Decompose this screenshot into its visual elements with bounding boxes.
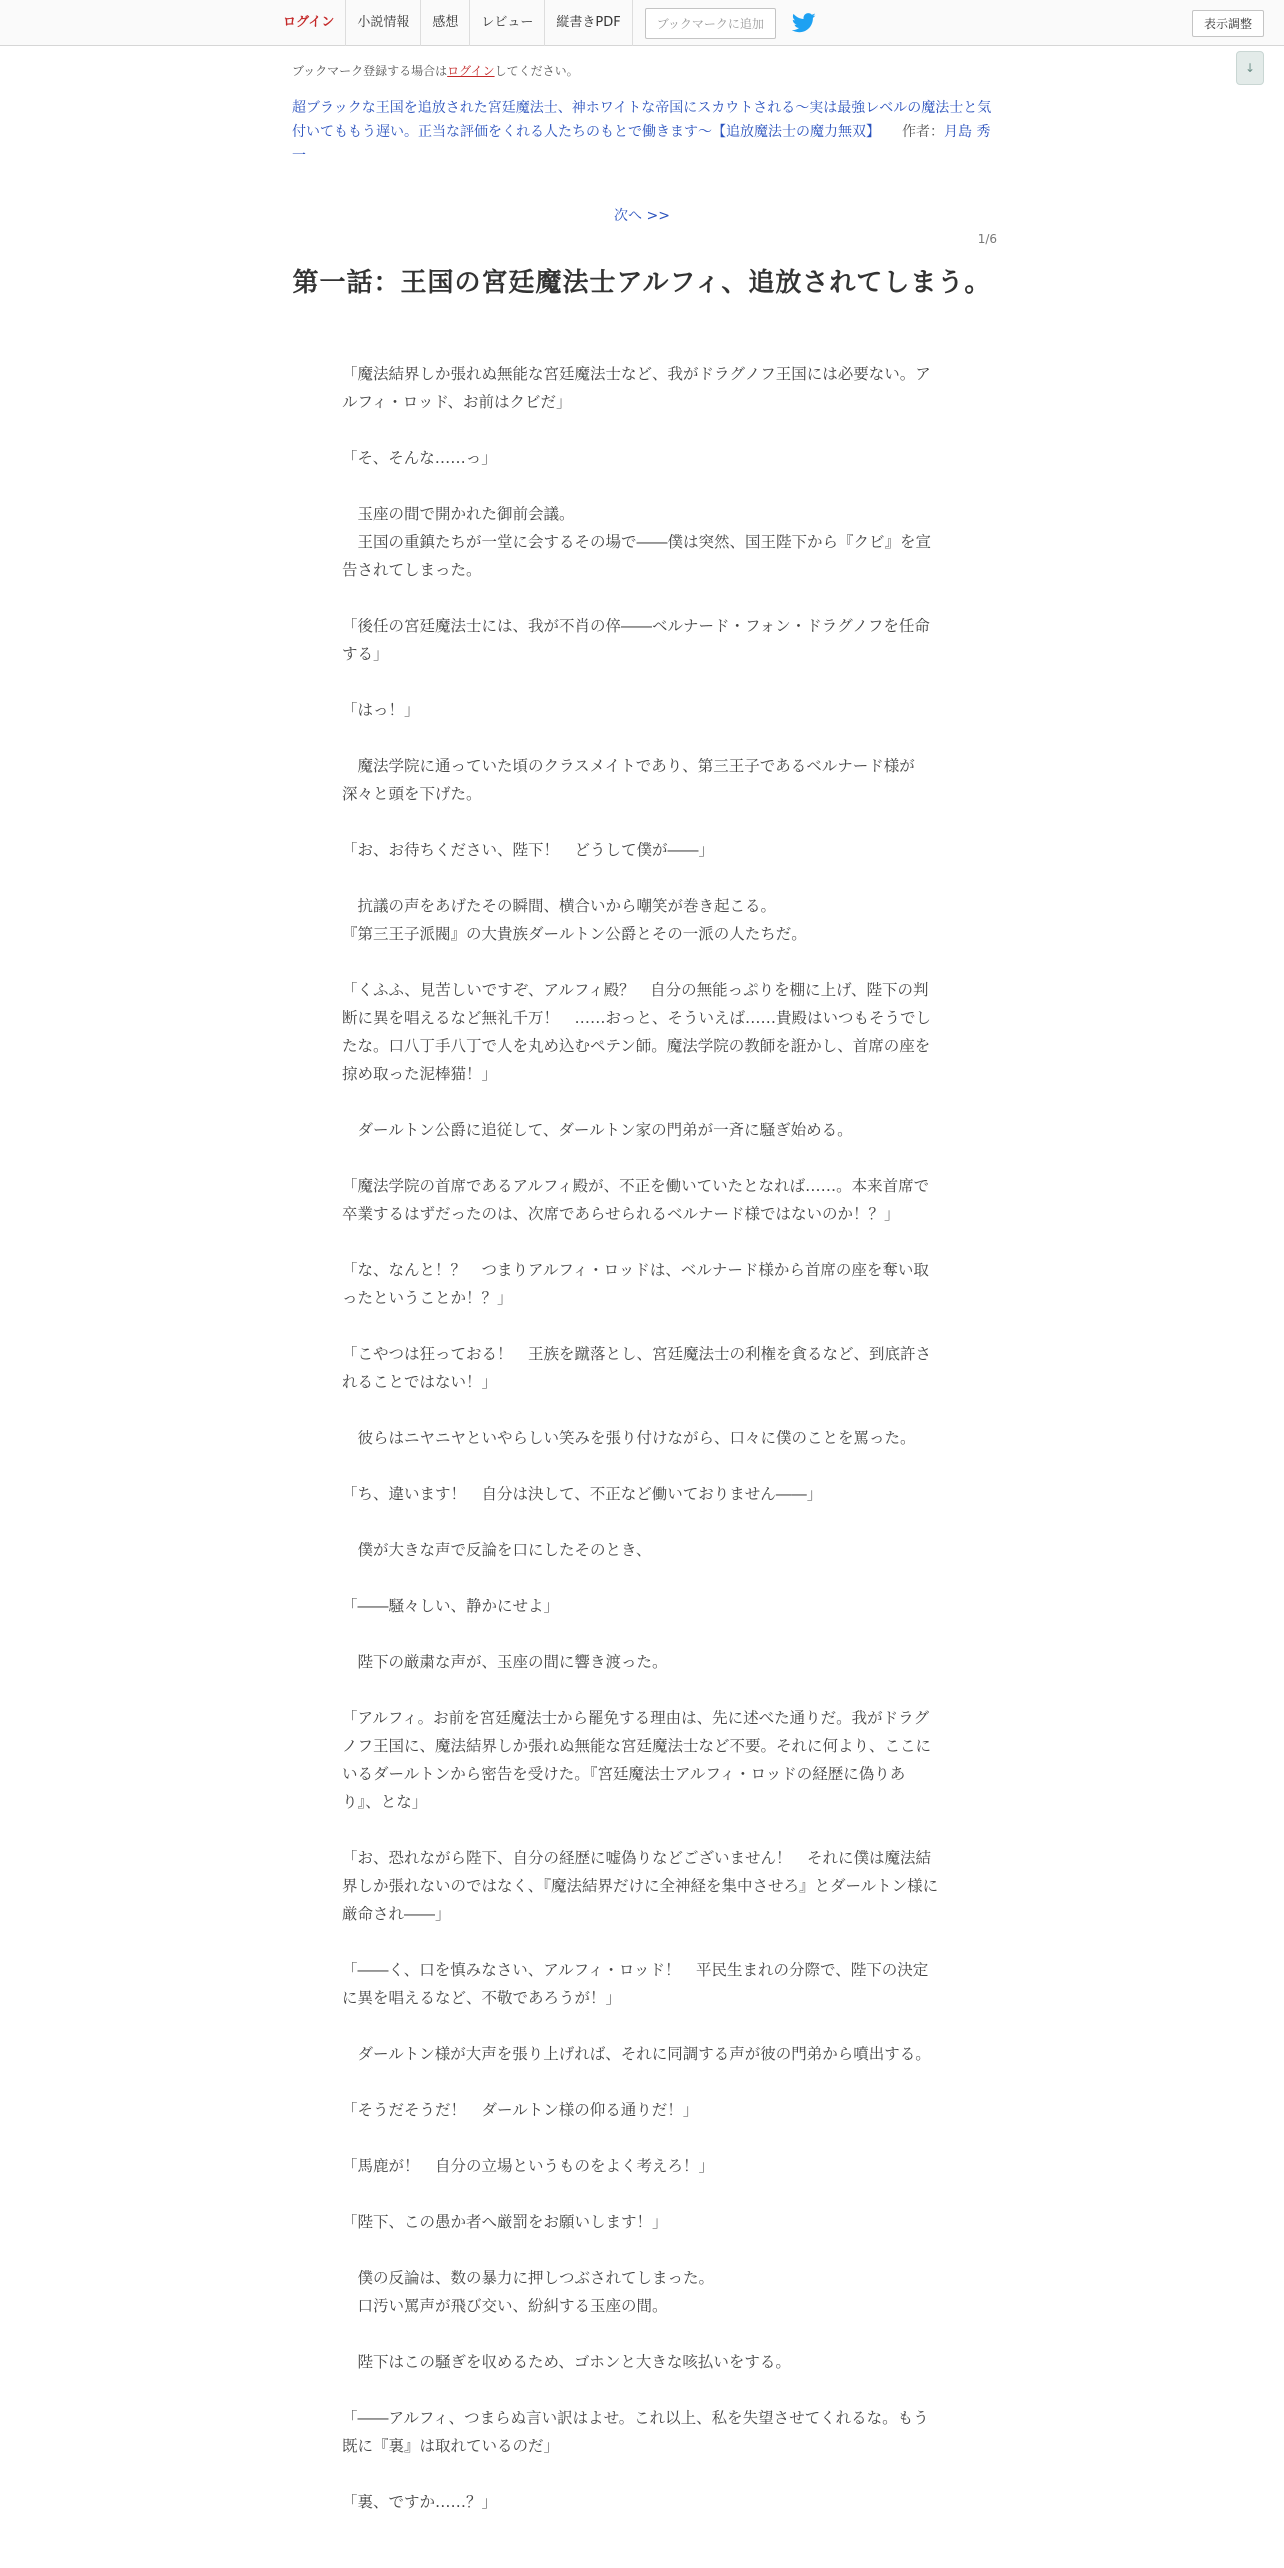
- body-paragraph: 彼らはニヤニヤといやらしい笑みを張り付けながら、口々に僕のことを罵った。: [342, 1429, 916, 1447]
- body-paragraph: 「アルフィ。お前を宮廷魔法士から罷免する理由は、先に述べた通りだ。我がドラグノフ王国に、魔法結界しか張れぬ無能な宮廷魔法士など不要。それに何より、ここにいるダールトンから密告を受けた。『宮廷魔法士アルフィ・ロッドの経歴に偽りあり』、とな」: [342, 1709, 932, 1811]
- bookmark-note-login-link[interactable]: ログイン: [447, 64, 495, 78]
- body-paragraph: 「魔法結界しか張れぬ無能な宮廷魔法士など、我がドラグノフ王国には必要ない。アルフィ・ロッド、お前はクビだ」: [342, 365, 931, 411]
- body-paragraph: 「ち、違います！ 自分は決して、不正など働いておりません――」: [342, 1485, 823, 1503]
- page-number: 1/6: [977, 232, 997, 246]
- chapter-title: 第一話：王国の宮廷魔法士アルフィ、追放されてしまう。: [292, 268, 992, 298]
- main-nav: [272, 0, 818, 46]
- body-paragraph: 「魔法学院の首席であるアルフィ殿が、不正を働いていたとなれば……。本来首席で卒業するはずだったのは、次席であらせられるベルナード様ではないのか！？」: [342, 1177, 930, 1223]
- body-paragraph: 僕が大きな声で反論を口にしたそのとき、: [342, 1541, 652, 1559]
- body-paragraph: ダールトン公爵に追従して、ダールトン家の門弟が一斉に騒ぎ始める。: [342, 1121, 853, 1139]
- body-paragraph: 「こやつは狂っておる！ 王族を蹴落とし、宮廷魔法士の利権を貪るなど、到底許されることではない！」: [342, 1345, 932, 1391]
- body-paragraph: 「――騒々しい、静かにせよ」: [342, 1597, 560, 1615]
- add-bookmark-button[interactable]: ブックマークに追加: [645, 8, 776, 39]
- twitter-bird-icon[interactable]: [792, 12, 818, 34]
- body-paragraph: 「そ、そんな……っ」: [342, 449, 497, 467]
- body-paragraph: 陛下の厳粛な声が、玉座の間に響き渡った。: [342, 1653, 668, 1671]
- top-navigation-bar: [0, 0, 1284, 46]
- body-paragraph: 僕の反論は、数の暴力に押しつぶされてしまった。 口汚い罵声が飛び交い、紛糾する玉座の間。: [357, 2269, 715, 2315]
- impressions-link[interactable]: 感想: [420, 0, 469, 46]
- chapter-body: [342, 360, 942, 2516]
- body-paragraph: 「後任の宮廷魔法士には、我が不肖の倅――ベルナード・フォン・ドラグノフを任命する」: [342, 617, 930, 663]
- body-paragraph: 「はっ！」: [342, 701, 420, 719]
- author-link[interactable]: 月島 秀一: [292, 124, 991, 164]
- body-paragraph: 「お、お待ちください、陛下！ どうして僕が――」: [342, 841, 715, 859]
- body-paragraph: 「そうだそうだ！ ダールトン様の仰る通りだ！」: [342, 2101, 699, 2119]
- pager-top: [0, 205, 1284, 225]
- author-label: 作者：: [902, 124, 944, 140]
- vertical-pdf-link[interactable]: 縦書きPDF: [544, 0, 632, 46]
- body-paragraph: 「お、恐れながら陛下、自分の経歴に嘘偽りなどございません！ それに僕は魔法結界しか張れないのではなく、『魔法結界だけに全神経を集中させろ』とダールトン様に厳命され――」: [342, 1849, 939, 1923]
- body-paragraph: 魔法学院に通っていた頃のクラスメイトであり、第三王子であるベルナード様が深々と頭を下げた。: [342, 757, 915, 803]
- body-paragraph: 「陛下、この愚か者へ厳罰をお願いします！」: [342, 2213, 668, 2231]
- bookmark-note-text-before: ブックマーク登録する場合は: [292, 64, 448, 78]
- body-paragraph: 「な、なんと！？ つまりアルフィ・ロッドは、ベルナード様から首席の座を奪い取ったということか！？」: [342, 1261, 929, 1307]
- novel-title-link[interactable]: 超ブラックな王国を追放された宮廷魔法士、神ホワイトな帝国にスカウトされる～実は最強レベルの魔法士と気付いてももう遅い。正当な評価をくれる人たちのもとで働きます～【追放魔法士の魔力無双】: [292, 100, 992, 140]
- body-paragraph: 抗議の声をあげたその瞬間、横合いから嘲笑が巻き起こる。 『第三王子派閥』の大貴族ダールトン公爵とその一派の人たちだ。: [342, 897, 807, 943]
- next-page-link[interactable]: 次へ >>: [614, 208, 670, 224]
- twitter-bird-icon-graphic: [792, 13, 816, 33]
- body-paragraph: 陛下はこの騒ぎを収めるため、ゴホンと大きな咳払いをする。: [342, 2353, 791, 2371]
- body-paragraph: 「――く、口を慎みなさい、アルフィ・ロッド！ 平民生まれの分際で、陛下の決定に異を唱えるなど、不敬であろうが！」: [342, 1961, 929, 2007]
- review-link[interactable]: レビュー: [469, 0, 544, 46]
- body-paragraph: 「裏、ですか……？」: [342, 2493, 498, 2511]
- body-paragraph: 「――アルフィ、つまらぬ言い訳はよせ。これ以上、私を失望させてくれるな。もう既に『裏』は取れているのだ」: [342, 2409, 929, 2455]
- scroll-down-button[interactable]: ↓: [1236, 51, 1264, 85]
- bookmark-login-note: [292, 62, 579, 79]
- bookmark-note-text-after: してください。: [494, 64, 579, 78]
- body-paragraph: 「くふふ、見苦しいですぞ、アルフィ殿？ 自分の無能っぷりを棚に上げ、陛下の判断に異を唱えるなど無礼千万！ ……おっと、そういえば……貴殿はいつもそうでしたな。口八丁手八丁で人を丸め込むペテン師。魔法学院の教師を誑かし、首席の座を掠め取った泥棒猫！」: [342, 981, 932, 1083]
- novel-title-block: [292, 96, 996, 168]
- body-paragraph: ダールトン様が大声を張り上げれば、それに同調する声が彼の門弟から噴出する。: [342, 2045, 931, 2063]
- login-link[interactable]: ログイン: [283, 15, 335, 30]
- body-paragraph: 「馬鹿が！ 自分の立場というものをよく考えろ！」: [342, 2157, 715, 2175]
- display-settings-button[interactable]: 表示調整: [1192, 10, 1264, 37]
- body-paragraph: 玉座の間で開かれた御前会議。 王国の重鎮たちが一堂に会するその場で――僕は突然、国王陛下から『クビ』を宣告されてしまった。: [342, 505, 932, 579]
- novel-info-link[interactable]: 小説情報: [345, 0, 420, 46]
